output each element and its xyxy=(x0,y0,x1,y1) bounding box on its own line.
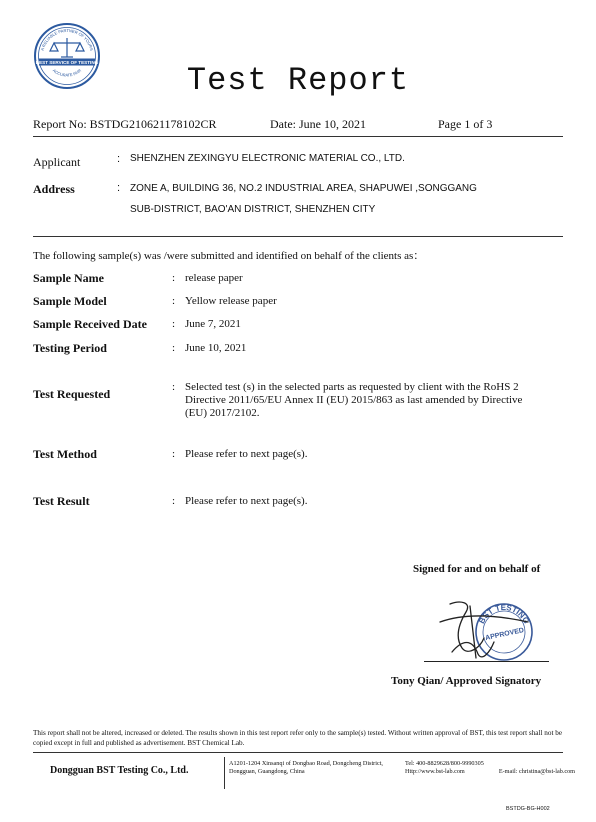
received-date-colon: : xyxy=(172,318,176,330)
footer-disclaimer: This report shall not be altered, increased or deleted. The results shown in this test report refer only to the sample(s) tested. Without written approval of BST, this test report shall not be copied except in full and published as advertisement. BST Chemical Lab. xyxy=(33,729,563,747)
test-requested-line-2: Directive 2011/65/EU Annex II (EU) 2015/863 as last amended by Directive xyxy=(185,394,523,406)
stamp-text: BST TESTING xyxy=(477,602,531,626)
footer-separator xyxy=(224,757,225,789)
company-address-line-1: A1201-1204 Xinsanqi of Dongbao Road, Dongcheng District, xyxy=(229,760,383,767)
test-result-value: Please refer to next page(s). xyxy=(185,495,308,507)
address-line-2: SUB-DISTRICT, BAO'AN DISTRICT, SHENZHEN CITY xyxy=(130,204,376,215)
test-result-label: Test Result xyxy=(33,494,90,508)
logo-band-text: BEST SERVICE OF TESTING xyxy=(35,59,99,65)
page-title: Test Report xyxy=(186,62,410,99)
company-address-line-2: Dongguan, Guangdong, China xyxy=(229,768,305,775)
test-requested-line-1: Selected test (s) in the selected parts as requested by client with the RoHS 2 xyxy=(185,381,519,393)
test-method-label: Test Method xyxy=(33,447,97,461)
stamp-inner-text: APPROVED xyxy=(484,627,525,643)
report-number: Report No: BSTDG210621178102CR xyxy=(33,117,217,131)
test-requested-label: Test Requested xyxy=(33,387,111,401)
test-requested-line-3: (EU) 2017/2102. xyxy=(185,407,260,419)
sample-name-label: Sample Name xyxy=(33,271,104,285)
sample-model-label: Sample Model xyxy=(33,294,107,308)
received-date-label: Sample Received Date xyxy=(33,317,147,331)
logo-bottom-text: ACCURATE FAIR xyxy=(51,67,83,78)
approval-stamp xyxy=(432,592,538,666)
intro-text: The following sample(s) was /were submitted and identified on behalf of the clients as： xyxy=(33,250,425,262)
contact-tel: Tel: 400-8829628/800-9990305 xyxy=(405,760,484,767)
company-name: Dongguan BST Testing Co., Ltd. xyxy=(50,765,189,776)
testing-period-value: June 10, 2021 xyxy=(185,342,247,354)
contact-email[interactable]: E-mail: christina@bst-lab.com xyxy=(498,768,575,775)
signature-line xyxy=(424,661,549,662)
sample-name-colon: : xyxy=(172,272,176,284)
test-requested-value xyxy=(185,381,560,420)
signed-for-text: Signed for and on behalf of xyxy=(413,563,541,575)
test-result-colon: : xyxy=(172,495,176,507)
test-method-colon: : xyxy=(172,448,176,460)
applicant-value: SHENZHEN ZEXINGYU ELECTRONIC MATERIAL CO., LTD. xyxy=(130,153,405,164)
test-method-value: Please refer to next page(s). xyxy=(185,448,308,460)
sample-model-value: Yellow release paper xyxy=(185,295,277,307)
test-requested-colon: : xyxy=(172,381,176,393)
document-code: BSTDG-BG-H002 xyxy=(506,806,550,812)
signatory-name: Tony Qian/ Approved Signatory xyxy=(391,675,542,687)
svg-text:BST TESTING xyxy=(477,603,531,625)
address-colon: : xyxy=(117,182,121,194)
report-date: Date: June 10, 2021 xyxy=(270,117,366,131)
applicant-colon: : xyxy=(117,153,121,165)
sample-name-value: release paper xyxy=(185,272,243,284)
footer-divider xyxy=(33,752,563,753)
address-label: Address xyxy=(33,182,75,196)
address-divider xyxy=(33,236,563,237)
company-address xyxy=(229,760,399,776)
page-number: Page 1 of 3 xyxy=(438,117,493,131)
applicant-label: Applicant xyxy=(33,155,81,169)
sample-model-colon: : xyxy=(172,295,176,307)
testing-period-colon: : xyxy=(172,342,176,354)
address-line-1: ZONE A, BUILDING 36, NO.2 INDUSTRIAL AREA, SHAPUWEI ,SONGGANG xyxy=(130,183,477,194)
contact-website[interactable]: Http://www.bst-lab.com xyxy=(405,768,465,775)
logo-top-text: A RELIABLE PARTNER OF YOURS xyxy=(39,27,95,52)
received-date-value: June 7, 2021 xyxy=(185,318,241,330)
testing-period-label: Testing Period xyxy=(33,341,107,355)
scales-icon xyxy=(50,38,84,57)
company-contact xyxy=(405,760,575,776)
header-divider xyxy=(33,136,563,137)
